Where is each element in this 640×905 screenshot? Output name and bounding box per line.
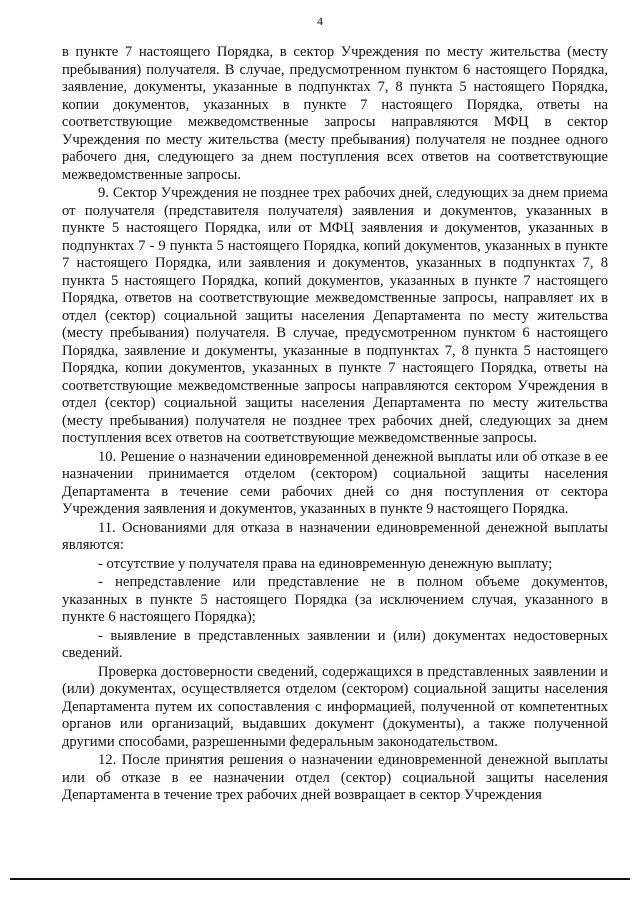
page-number: 4	[317, 14, 323, 28]
paragraph-verification: Проверка достоверности сведений, содержащихся в представленных заявлении и (или) документах, осуществляется отделом (сектором) социальной защиты населения Департамента путем их сопоставления с информацией, полученной от компетентных органов или организаций, выдавших документ (документы), а также полученной другими способами, разрешенными федеральным законодательством.	[62, 663, 608, 750]
list-item-incomplete-documents: - непредставление или представление не в полном объеме документов, указанных в пункте 5 настоящего Порядка (за исключением случая, указанного в пункте 6 настоящего Порядка);	[62, 574, 608, 625]
paragraph-item-12: 12. После принятия решения о назначении единовременной денежной выплаты или об отказе в ее назначении отдел (сектор) социальной защиты населения Департамента в течение трех рабочих дней возвращает в сектор Учреждения	[62, 752, 608, 803]
paragraph-item-9: 9. Сектор Учреждения не позднее трех рабочих дней, следующих за днем приема от получателя (представителя получателя) заявления и документов, указанных в пункте 5 настоящего Порядка, или от МФЦ заявления и документов, указанных в подпунктах 7 - 9 пункта 5 настоящего Порядка, копий документов, указанных в пункте 7 настоящего Порядка, или заявления и документов, указанных в подпунктах 7, 8 пункта 5 настоящего Порядка, копий документов, указанных в пункте 7 настоящего Порядка, ответов на соответствующие межведомственные запросы, направляет их в отдел (сектор) социальной защиты населения Департамента по месту жительства (месту пребывания) получателя. В случае, предусмотренном пунктом 6 настоящего Порядка, заявление и документы, указанные в подпунктах 7, 8 пункта 5 настоящего Порядка, копии документов, указанных в пункте 7 настоящего Порядка, ответы на соответствующие межведомственные запросы направляются сектором Учреждения в отдел (сектор) социальной защиты населения Департамента по месту жительства (месту пребывания) получателя не позднее трех рабочих дней, следующих за днем поступления всех ответов на соответствующие межведомственные запросы.	[62, 185, 608, 446]
list-item-false-information: - выявление в представленных заявлении и (или) документах недостоверных сведений.	[62, 627, 608, 661]
list-item-no-right: - отсутствие у получателя права на единовременную денежную выплату;	[98, 555, 553, 572]
document-body	[62, 44, 608, 805]
paragraph-item-10: 10. Решение о назначении единовременной денежной выплаты или об отказе в ее назначении принимается отделом (сектором) социальной защиты населения Департамента в течение семи рабочих дней со дня поступления от сектора Учреждения заявления и документов, указанных в пункте 9 настоящего Порядка.	[62, 448, 608, 517]
paragraph-continuation: в пункте 7 настоящего Порядка, в сектор Учреждения по месту жительства (месту пребывания) получателя. В случае, предусмотренном пунктом 6 настоящего Порядка, заявление, документы, указанные в подпунктах 7, 8 пункта 5 настоящего Порядка, копии документов, указанных в пункте 7 настоящего Порядка, ответы на соответствующие межведомственные запросы направляются МФЦ в сектор Учреждения по месту жительства (месту пребывания) получателя не позднее одного рабочего дня, следующего за днем поступления всех ответов на соответствующие межведомственные запросы.	[62, 44, 608, 183]
paragraph-item-11: 11. Основаниями для отказа в назначении единовременной денежной выплаты являются:	[62, 519, 608, 553]
page-bottom-divider	[10, 878, 630, 880]
